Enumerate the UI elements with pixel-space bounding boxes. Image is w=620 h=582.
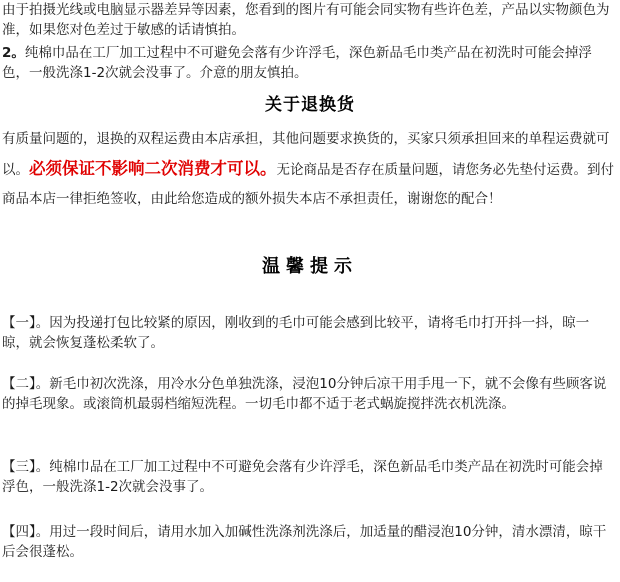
tip-text: 【四】。用过一段时间后，请用水加入加碱性洗涤剂洗涤后，加适量的醋浸泡10分钟，清水漂清，晾干后会很蓬松。: [2, 524, 607, 560]
returns-highlight: 必须保证不影响二次消费才可以。: [29, 159, 277, 178]
returns-heading: 关于退换货: [265, 95, 355, 115]
tip-text: 【二】。新毛巾初次洗涤，用冷水分色单独洗涤，浸泡10分钟后凉干用手甩一下，就不会像有些顾客说的掉毛现象。或滚筒机最弱档缩短洗程。一切毛巾都不适于老式蜗旋搅拌洗衣机洗涤。: [2, 376, 607, 412]
tip-text: 【一】。因为投递打包比较紧的原因，刚收到的毛巾可能会感到比较平，请将毛巾打开抖一抖，晾一晾，就会恢复蓬松柔软了。: [2, 315, 590, 351]
lint-notice: [2, 43, 616, 83]
lint-notice-number: 2。: [2, 45, 25, 61]
tip-text: 【三】。纯棉巾品在工厂加工过程中不可避免会落有少许浮毛，深色新品毛巾类产品在初洗时可能会掉浮色，一般洗涤1-2次就会没事了。: [2, 459, 603, 495]
color-difference-notice: [2, 0, 616, 40]
lint-notice-text: 纯棉巾品在工厂加工过程中不可避免会落有少许浮毛，深色新品毛巾类产品在初洗时可能会掉浮色，一般洗涤1-2次就会没事了。介意的朋友慎拍。: [2, 45, 592, 81]
tip-item-4: [2, 522, 616, 562]
tip-item-2: [2, 374, 616, 414]
tips-heading: 温馨提示: [262, 256, 358, 277]
returns-policy-text-cont: 无论商品是否存在质量问题，请您务必先垫付运费。到付商品本店一律拒绝签收，由此给您造成的额外损失本店不承担责任，谢谢您的配合！: [2, 162, 614, 207]
returns-policy-text: 有质量问题的，退换的双程运费由本店承担，其他问题要求换货的，买家只须承担回来的单程运费就可以。: [2, 131, 610, 178]
color-difference-text: 由于拍摄光线或电脑显示器差异等因素，您看到的图片有可能会同实物有些许色差，产品以实物颜色为准，如果您对色差过于敏感的话请慎拍。: [2, 2, 610, 38]
returns-policy: [2, 125, 616, 214]
tip-item-3: [2, 457, 616, 497]
tip-item-1: [2, 313, 616, 353]
